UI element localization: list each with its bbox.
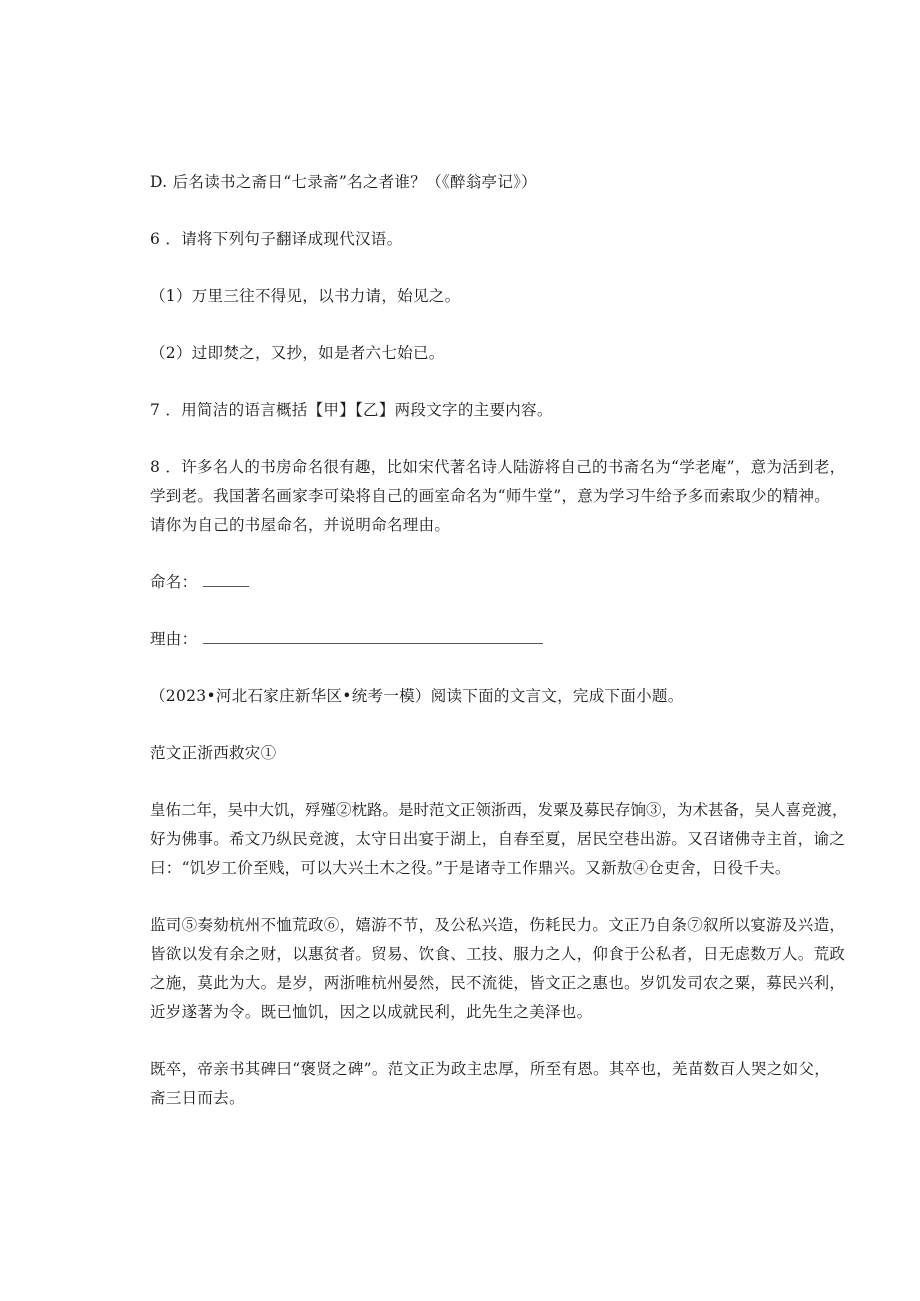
passage-p3-line-1: 既卒，帝亲书其碑曰“褒贤之碑”。范文正为政主忠厚，所至有恩。其卒也，羌苗数百人哭之如父，: [150, 1060, 831, 1078]
passage-p2-line-2: 皆欲以发有余之财，以惠贫者。贸易、饮食、工技、服力之人，仰食于公私者，日无虑数万人。荒政: [150, 945, 846, 963]
passage-source: （2023•河北石家庄新华区•统考一模）阅读下面的文言文，完成下面小题。: [150, 687, 684, 705]
question-8-stem-line-2: 学到老。我国著名画家李可染将自己的画室命名为“师牛堂”，意为学习牛给予多而索取少的精神。: [150, 487, 831, 505]
question-6-item-1: （1）万里三往不得见，以书力请，始见之。: [150, 287, 461, 305]
question-8-stem-line-1: 8 ．许多名人的书房命名很有趣，比如宋代著名诗人陆游将自己的书斋名为“学老庵”，意为活到老，: [150, 458, 846, 476]
passage-p3-line-2: 斋三日而去。: [150, 1089, 245, 1107]
passage-p2-line-3: 之施，莫此为大。是岁，两浙唯杭州晏然，民不流徙，皆文正之惠也。岁饥发司农之粟，募民兴利，: [150, 974, 846, 992]
question-8-name-row: [150, 570, 850, 594]
passage-p1-line-2: 好为佛事。希文乃纵民竞渡，太守日出宴于湖上，自春至夏，居民空巷出游。又召诸佛寺主首，谕之: [150, 830, 846, 848]
passage-p1-line-1: 皇佑二年，吴中大饥，殍殣②枕路。是时范文正领浙西，发粟及募民存饷③，为术甚备，吴人喜竞渡，: [150, 801, 848, 819]
name-answer-blank[interactable]: [203, 572, 249, 587]
reason-answer-blank[interactable]: [203, 629, 543, 644]
reason-label: 理由：: [150, 630, 198, 648]
passage-p2-line-4: 近岁遂著为令。既已恤饥，因之以成就民利，此先生之美泽也。: [150, 1003, 593, 1021]
question-8-reason-row: [150, 627, 850, 651]
passage-p2-line-1: 监司⑤奏劾杭州不恤荒政⑥，嬉游不节，及公私兴造，伤耗民力。文正乃自条⑦叙所以宴游及兴造，: [150, 916, 846, 934]
question-6-item-2: （2）过即焚之，又抄，如是者六七始已。: [150, 344, 445, 362]
question-8-stem-line-3: 请你为自己的书屋命名，并说明命名理由。: [150, 516, 451, 534]
question-5-option-d: D. 后名读书之斋日“七录斋”名之者谁？（《醉翁亭记》）: [150, 173, 537, 191]
name-label: 命名：: [150, 573, 198, 591]
question-7-stem: 7 ．用简洁的语言概括【甲】【乙】两段文字的主要内容。: [150, 401, 553, 419]
question-6-stem: 6 ．请将下列句子翻译成现代汉语。: [150, 230, 403, 248]
passage-p1-line-3: 曰：“饥岁工价至贱，可以大兴土木之役。”于是诸寺工作鼎兴。又新敖④仓吏舍，日役千夫。: [150, 859, 791, 877]
passage-title: 范文正浙西救灾①: [150, 744, 277, 762]
